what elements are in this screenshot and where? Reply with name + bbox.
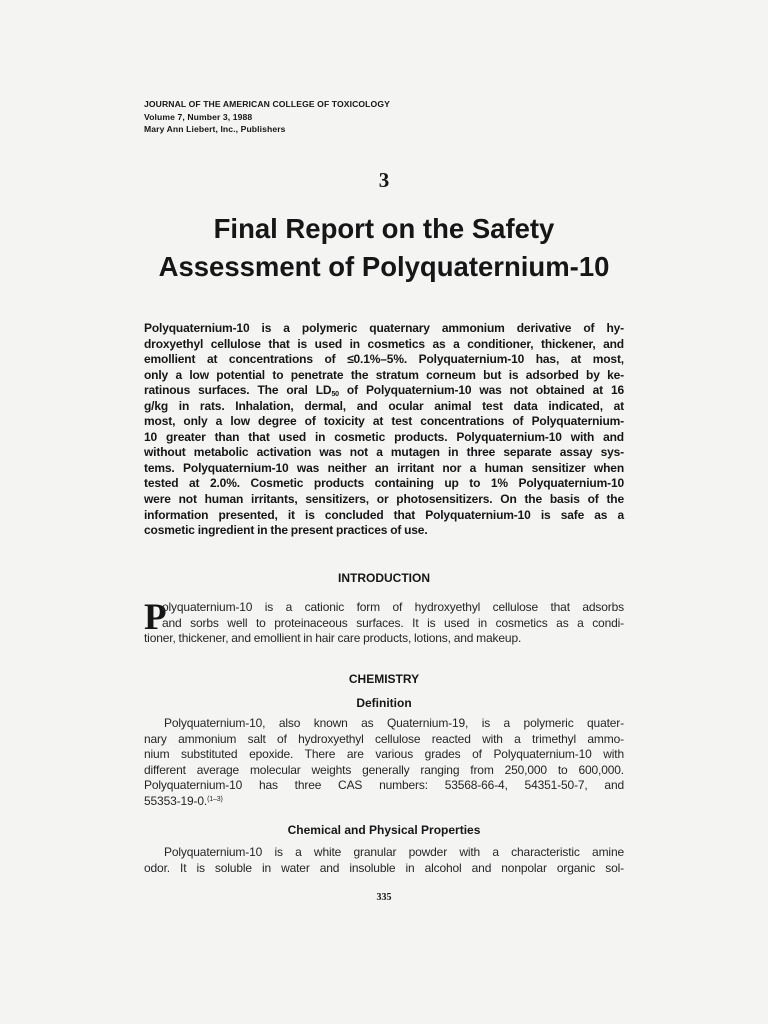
abstract-line: tems. Polyquaternium-10 was neither an irritant nor a human sensitizer when xyxy=(144,460,624,475)
abstract-line: without metabolic activation was not a mutagen in three separate assay sys- xyxy=(144,445,624,460)
abstract xyxy=(144,321,624,539)
title-line-2: Assessment of Polyquaternium-10 xyxy=(158,251,610,282)
drop-cap: P xyxy=(144,597,167,638)
abstract-line: most, only a low degree of toxicity at test concentrations of Polyquaternium- xyxy=(144,414,624,429)
abstract-line-ld50: ratinous surfaces. The oral $LD_{50}$ of Polyquaternium-10 was not obtained at 16 xyxy=(144,383,625,399)
introduction-text-tail xyxy=(144,631,624,647)
journal-name: JOURNAL OF THE AMERICAN COLLEGE OF TOXICOLOGY xyxy=(144,99,390,109)
journal-volume: Volume 7, Number 3, 1988 xyxy=(144,111,253,122)
chapter-number: 3 xyxy=(378,168,390,192)
definition-line-cas: 55353-19-0.$^{(1-3)}$ xyxy=(144,793,223,808)
ld-subscript: 50 xyxy=(331,391,339,399)
definition-line: nary ammonium salt of hydroxyethyl cellulose reacted with a trimethyl ammo- xyxy=(144,731,624,746)
article-title xyxy=(100,210,668,286)
journal-publisher: Mary Ann Liebert, Inc., Publishers xyxy=(144,124,286,134)
intro-line: tioner, thickener, and emollient in hair care products, lotions, and makeup. xyxy=(144,631,522,645)
title-line-1: Final Report on the Safety xyxy=(213,213,555,244)
introduction-text xyxy=(162,600,624,631)
abstract-line: information presented, it is concluded that Polyquaternium-10 is safe as a xyxy=(144,507,624,522)
intro-line: and sorbs well to proteinaceous surfaces. It is used in cosmetics as a condi- xyxy=(162,615,624,630)
abstract-line: Polyquaternium-10 is a polymeric quaternary ammonium derivative of hy- xyxy=(144,321,624,335)
definition-line: nium substituted epoxide. There are various grades of Polyquaternium-10 with xyxy=(144,747,624,762)
definition-line: different average molecular weights generally ranging from 250,000 to 600,000. xyxy=(144,762,624,777)
abstract-line: only a low potential to penetrate the stratum corneum but is adsorbed by ke- xyxy=(144,367,624,382)
intro-line: olyquaternium-10 is a cationic form of hydroxyethyl cellulose that adsorbs xyxy=(162,600,624,614)
abstract-line: 10 greater than that used in cosmetic products. Polyquaternium-10 with and xyxy=(144,429,624,444)
properties-text xyxy=(144,845,624,876)
introduction-heading: INTRODUCTION xyxy=(338,571,430,585)
page-number: 335 xyxy=(376,892,392,903)
properties-line: Polyquaternium-10 is a white granular powder with a characteristic amine xyxy=(164,845,624,859)
reference-marker: (1–3) xyxy=(207,795,223,803)
abstract-line: tested at 2.0%. Cosmetic products containing up to 1% Polyquaternium-10 xyxy=(144,476,624,491)
journal-header xyxy=(144,98,390,136)
properties-line: odor. It is soluble in water and insoluble in alcohol and nonpolar organic sol- xyxy=(144,860,624,875)
definition-line: Polyquaternium-10 has three CAS numbers: 53568-66-4, 54351-50-7, and xyxy=(144,778,624,793)
abstract-line: g/kg in rats. Inhalation, dermal, and ocular animal test data indicated, at xyxy=(144,398,624,413)
abstract-line: droxyethyl cellulose that is used in cosmetics as a conditioner, thickener, and xyxy=(144,336,624,351)
abstract-line: cosmetic ingredient in the present practices of use. xyxy=(144,523,428,538)
definition-line: Polyquaternium-10, also known as Quaternium-19, is a polymeric quater- xyxy=(164,716,624,730)
chemistry-heading: CHEMISTRY xyxy=(348,672,420,686)
abstract-line: were not human irritants, sensitizers, or photosensitizers. On the basis of the xyxy=(144,492,624,507)
abstract-line: emollient at concentrations of ≤0.1%–5%. Polyquaternium-10 has, at most, xyxy=(144,352,624,367)
properties-heading: Chemical and Physical Properties xyxy=(287,823,481,837)
definition-heading: Definition xyxy=(356,696,412,710)
definition-text xyxy=(144,716,624,810)
